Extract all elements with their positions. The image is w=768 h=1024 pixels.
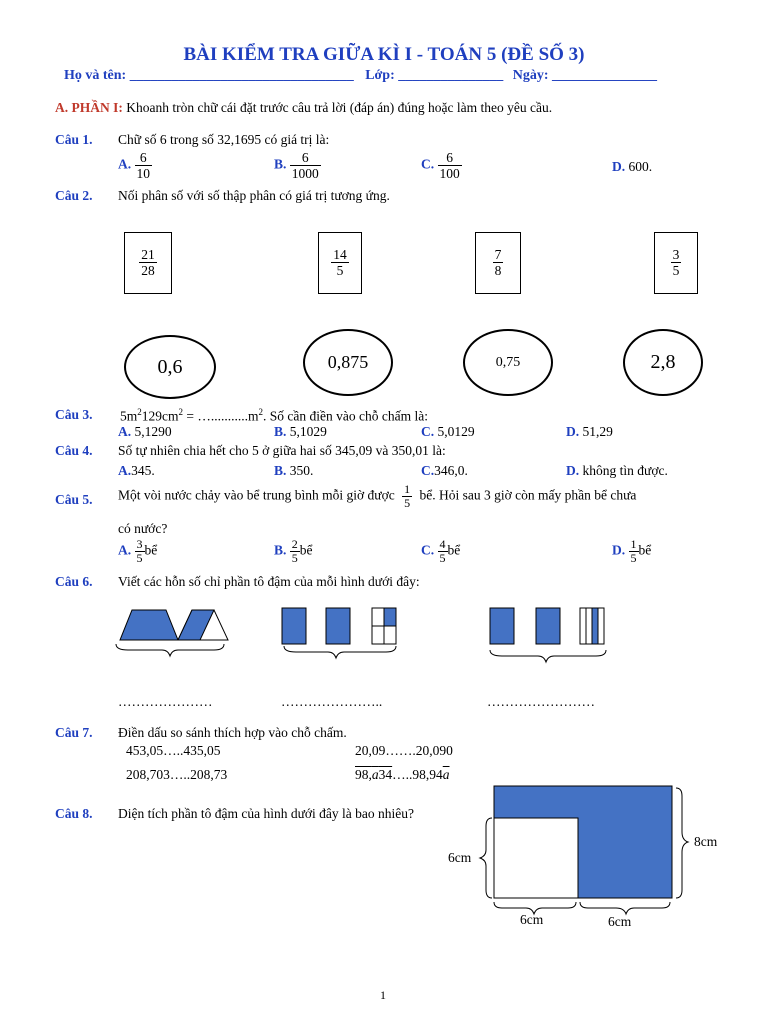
option-letter: B.: [274, 156, 287, 172]
q4-option-a[interactable]: A.345.: [118, 463, 155, 478]
q4-option-b[interactable]: B. 350.: [274, 463, 314, 478]
bar-figure: [490, 608, 606, 662]
q3-option-c[interactable]: C. 5,0129: [421, 424, 475, 439]
name-label: Họ và tên:: [64, 68, 127, 83]
q3-option-d[interactable]: D. 51,29: [566, 424, 613, 439]
class-label: Lớp:: [365, 68, 395, 83]
fraction: $\frac{6}{1000}$: [291, 150, 319, 181]
decimal-oval[interactable]: 0,75: [463, 329, 553, 396]
q4-text: Số tự nhiên chia hết cho 5 ở giữa hai số 345,09 và 350,01 là:: [118, 443, 446, 458]
fraction: $\frac{6}{100}$: [439, 150, 460, 181]
q4-label: Câu 4.: [55, 443, 93, 458]
q4-option-d[interactable]: D. không tìn được.: [566, 463, 668, 478]
q8-dim-height-right: 8cm: [694, 834, 718, 849]
option-letter: A.: [118, 156, 132, 172]
class-blank[interactable]: _______________: [398, 68, 504, 83]
q8-figure: [440, 780, 760, 930]
page-number: 1: [380, 988, 386, 1002]
name-blank[interactable]: ________________________________: [129, 68, 354, 83]
q8-dim-width-left: 6cm: [520, 912, 544, 927]
section-a-label: A. PHẦN I:: [55, 100, 123, 115]
q6-answer-blank[interactable]: …………………: [118, 694, 213, 709]
fraction: $\frac{6}{10}$: [136, 150, 150, 181]
date-label: Ngày:: [512, 68, 549, 83]
q3-option-b[interactable]: B. 5,1029: [274, 424, 327, 439]
fraction-card[interactable]: $\frac{7}{8}$: [475, 232, 521, 294]
student-info-line: [64, 68, 657, 84]
q8-dim-width-right: 6cm: [608, 914, 632, 929]
option-text: 600.: [628, 159, 653, 174]
q7-compare-3[interactable]: 208,703…..208,73: [126, 767, 228, 782]
q8-text: Diện tích phần tô đậm của hình dưới đây là bao nhiêu?: [118, 806, 414, 821]
rectangle-figure: [282, 608, 396, 658]
trapezoid-figure: [116, 610, 228, 656]
q7-compare-2[interactable]: 20,09…….20,090: [355, 743, 453, 758]
decimal-oval[interactable]: 2,8: [623, 329, 703, 396]
q5-option-c[interactable]: C. $\frac{4}{5}$ bể: [421, 537, 461, 565]
q6-figures: [110, 600, 620, 670]
q3-label: Câu 3.: [55, 407, 93, 422]
q2-label: Câu 2.: [55, 188, 93, 203]
date-blank[interactable]: _______________: [552, 68, 658, 83]
q8-label: Câu 8.: [55, 806, 93, 821]
fraction-card[interactable]: $\frac{14}{5}$: [318, 232, 362, 294]
q5-text: Một vòi nước chảy vào bể trung bình mỗi giờ được $\frac{1}{5}$ bể. Hỏi sau 3 giờ còn mấy phần bể chưa: [118, 482, 637, 510]
q5-option-d[interactable]: D. $\frac{1}{5}$ bể: [612, 537, 652, 565]
q5-label: Câu 5.: [55, 492, 93, 507]
option-letter: C.: [421, 156, 435, 172]
q7-compare-4[interactable]: $98,a34\dots..98,94\overline{a}$: [355, 767, 450, 782]
fraction-card[interactable]: $\frac{21}{28}$: [124, 232, 172, 294]
q6-text: Viết các hỗn số chỉ phần tô đậm của mỗi hình dưới đây:: [118, 574, 420, 589]
q1-text: Chữ số 6 trong số 32,1695 có giá trị là:: [118, 132, 330, 147]
q1-label: Câu 1.: [55, 132, 93, 147]
q7-compare-1[interactable]: 453,05…..435,05: [126, 743, 221, 758]
q1-option-a[interactable]: [118, 150, 152, 181]
q1-option-d[interactable]: [612, 159, 652, 175]
q5-option-b[interactable]: B. $\frac{2}{5}$ bể: [274, 537, 313, 565]
decimal-oval[interactable]: 0,6: [124, 335, 216, 399]
q5-text-cont: có nước?: [118, 521, 168, 536]
q2-text: Nối phân số với số thập phân có giá trị tương ứng.: [118, 188, 390, 203]
page-title: BÀI KIỂM TRA GIỮA KÌ I - TOÁN 5 (ĐỀ SỐ 3): [183, 44, 585, 65]
q1-option-b[interactable]: [274, 150, 321, 181]
q6-answer-blank[interactable]: ……………………: [487, 694, 595, 709]
q5-option-a[interactable]: A. $\frac{3}{5}$ bể: [118, 537, 158, 565]
section-a-text: Khoanh tròn chữ cái đặt trước câu trả lời (đáp án) đúng hoặc làm theo yêu cầu.: [126, 100, 553, 115]
q8-dim-height-left: 6cm: [448, 850, 472, 865]
q1-option-c[interactable]: [421, 150, 462, 181]
fraction-card[interactable]: $\frac{3}{5}$: [654, 232, 698, 294]
decimal-oval[interactable]: 0,875: [303, 329, 393, 396]
q7-label: Câu 7.: [55, 725, 93, 740]
option-letter: D.: [612, 159, 626, 174]
q3-option-a[interactable]: A. 5,1290: [118, 424, 172, 439]
q6-label: Câu 6.: [55, 574, 93, 589]
q3-text: $5m^2129cm^2$ = $\dots...........m^2$. Số cần điền vào chỗ chấm là:: [120, 407, 428, 424]
section-a-instruction: [55, 100, 552, 116]
q4-option-c[interactable]: C.346,0.: [421, 463, 468, 478]
q6-answer-blank[interactable]: …………………..: [281, 694, 383, 709]
q7-text: Điền dấu so sánh thích hợp vào chỗ chấm.: [118, 725, 347, 740]
